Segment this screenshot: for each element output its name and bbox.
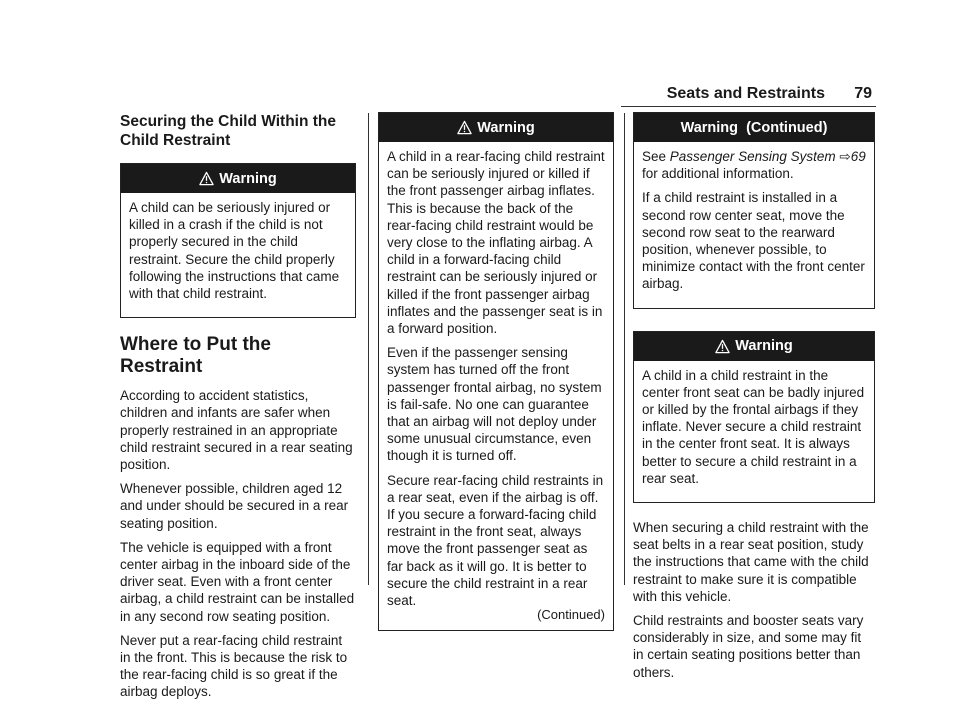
see-suffix: for additional information. xyxy=(642,166,794,182)
continued-marker: (Continued) xyxy=(537,607,605,623)
paragraph: According to accident statistics, children and infants are safer when properly restrained in an appropriate child restraint secured in a rear seating position. xyxy=(120,388,353,473)
column-3 xyxy=(633,112,875,688)
paragraph: Never put a rear-facing child restraint in the front. This is because the risk to the rear-facing child is so great if the airbag deploys. xyxy=(120,632,348,700)
warning-text: Even if the passenger sensing system has turned off the front passenger frontal airbag, no system is fail-safe. No one can guarantee that an airbag will not deploy under some unusual circumstance, even though it is turned off. xyxy=(387,345,602,464)
warning-label: Warning xyxy=(477,119,535,136)
see-prefix: See xyxy=(642,149,667,164)
warning-label: Warning xyxy=(735,338,793,355)
warning-box-header xyxy=(379,113,613,142)
section-heading: Where to Put the Restraint xyxy=(120,334,271,378)
header-rule xyxy=(621,106,876,107)
page-reference-arrow-icon: ⇨ xyxy=(839,149,851,164)
column-1 xyxy=(120,112,356,708)
column-2 xyxy=(378,112,614,647)
column-divider-left xyxy=(368,113,369,585)
warning-text: Secure rear-facing child restraints in a rear seat, even if the airbag is off. If you secure a forward-facing child restraint in the front seat, always move the front passenger seat as far back as it will go. It is better to secure the child restraint in a rear seat. xyxy=(387,472,604,609)
page-number: 79 xyxy=(854,85,872,102)
paragraph: Whenever possible, children aged 12 and under should be secured in a rear seating position. xyxy=(120,481,349,531)
warning-box-header xyxy=(121,164,355,193)
warning-box xyxy=(378,112,614,631)
warning-box-header xyxy=(634,113,874,142)
column-divider-right xyxy=(624,113,625,585)
warning-triangle-icon xyxy=(199,171,214,186)
warning-text: A child can be seriously injured or killed in a crash if the child is not properly secured in the child restraint. Secure the child properly following the instructions that came with that child restraint. xyxy=(129,200,340,302)
cross-reference-link[interactable]: Passenger Sensing System xyxy=(669,149,836,164)
warning-label: Warning xyxy=(219,170,277,187)
warning-text: A child in a rear-facing child restraint can be seriously injured or killed if the front passenger airbag inflates. This is because the back of the rear-facing child restraint would be very close to the inflating airbag. A child in a forward-facing child restraint can be seriously injured or killed if the front passenger airbag inflates and the passenger seat is in a forward position. xyxy=(387,149,605,337)
paragraph: Child restraints and booster seats vary considerably in size, and some may fit in certain seating positions better than others. xyxy=(633,613,864,680)
warning-box-header xyxy=(634,332,874,361)
warning-text: A child in a child restraint in the center front seat can be badly injured or killed by the frontal airbags if they inflate. Never secure a child restraint in the center front seat. It is always better to secure a child restraint in a rear seat. xyxy=(642,367,865,486)
see-reference xyxy=(642,148,866,182)
warning-continued-box xyxy=(633,112,875,309)
warning-triangle-icon xyxy=(715,339,730,354)
paragraph: When securing a child restraint with the seat belts in a rear seat position, study the instructions that came with the child restraint to make sure it is compatible with this vehicle. xyxy=(633,520,869,604)
warning-label: Warning (Continued) xyxy=(680,119,828,136)
paragraph: The vehicle is equipped with a front center airbag in the inboard side of the driver seat. Even with a front center airbag, a child restraint can be installed in any second row seating position. xyxy=(120,539,355,624)
warning-text: If a child restraint is installed in a second row center seat, move the second row seat to the rearward position, whenever possible, to minimize contact with the front center airbag. xyxy=(642,190,865,292)
warning-triangle-icon xyxy=(457,120,472,135)
cross-reference-page[interactable]: 69 xyxy=(850,149,866,164)
warning-box xyxy=(633,331,875,503)
warning-box xyxy=(120,163,356,318)
running-header-title: Seats and Restraints xyxy=(666,85,825,102)
subsection-heading: Securing the Child Within the Child Restraint xyxy=(120,113,336,149)
